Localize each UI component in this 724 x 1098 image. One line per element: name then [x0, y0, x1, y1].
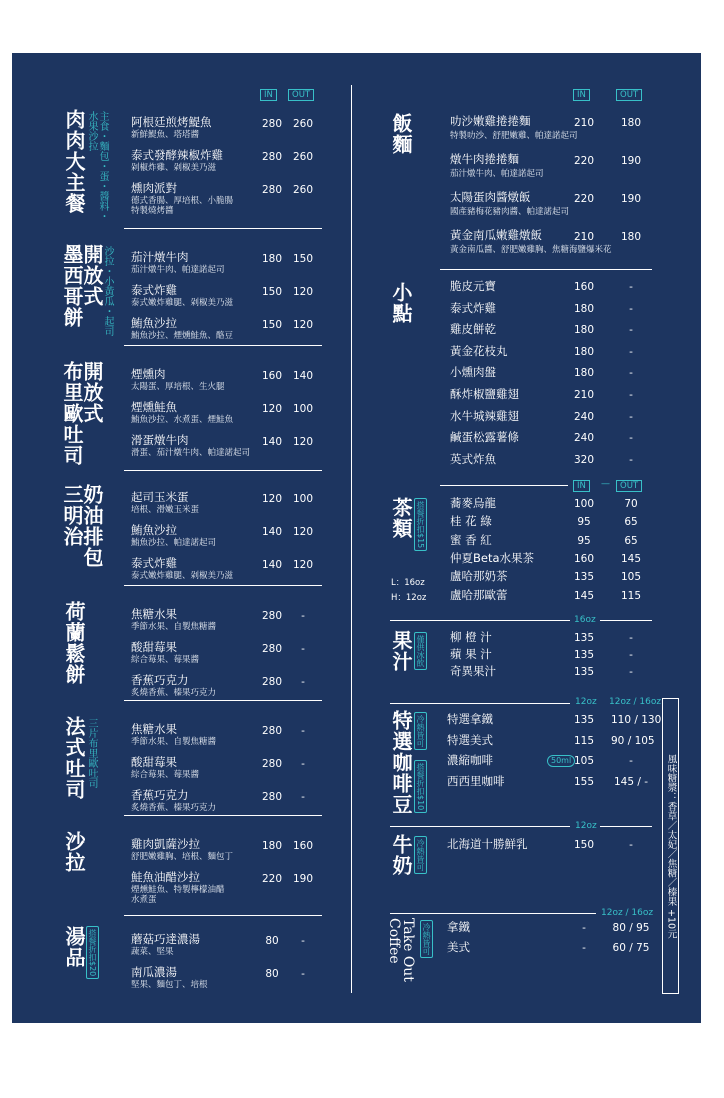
item-name: 鮪魚沙拉 [131, 523, 177, 537]
price-out: - [301, 610, 305, 622]
price-in: 280 [261, 758, 283, 770]
price-in: 105 [573, 755, 595, 767]
price-out: 120 [292, 559, 314, 571]
section-note-mex: 沙拉・小黃瓜・起司 [102, 246, 113, 336]
item-name: 泰式炸雞 [131, 556, 177, 570]
price-out: 190 [292, 873, 314, 885]
price-out: 120 [292, 319, 314, 331]
item-name: 西西里咖啡 [447, 773, 505, 788]
item-name: 叻沙嫩雞捲捲麵 [450, 114, 531, 128]
price-out: - [301, 935, 305, 947]
section-divider [124, 470, 322, 471]
price-out: - [629, 345, 633, 358]
section-title-salad: 沙拉 [62, 831, 86, 873]
price-out: - [629, 632, 633, 644]
price-out: 110 / 130 [611, 714, 662, 726]
price-in: 135 [573, 649, 595, 661]
price-out: 65 [624, 516, 638, 529]
price-in: 95 [577, 516, 591, 529]
item-name: 水牛城辣雞翅 [450, 408, 519, 423]
item-name: 酸甜莓果 [131, 755, 177, 769]
item-name: 黃金南瓜嫩雞燉飯 [450, 228, 542, 242]
item-name: 美式 [447, 940, 470, 954]
header-out-tag: OUT [288, 89, 314, 101]
price-in: 135 [573, 666, 595, 678]
price-in: 140 [261, 526, 283, 538]
section-title-french: 法式吐司 [62, 716, 86, 800]
price-out: 180 [620, 231, 642, 243]
price-in: 150 [573, 839, 595, 851]
syrup-note: 風味糖漿：香草／太妃／焦糖／榛果 +10元 [662, 698, 679, 994]
item-desc: 蔬菜、堅果 [131, 947, 174, 957]
price-in: 120 [261, 493, 283, 505]
item-desc: 鮪魚沙拉、水煮蛋、煙鮭魚 [131, 415, 234, 425]
item-desc: 舒肥嫩雞胸、培根、麵包丁 [131, 852, 234, 862]
price-in: 220 [261, 873, 283, 885]
price-in: 320 [573, 453, 595, 466]
item-name: 起司玉米蛋 [131, 490, 189, 504]
section-divider [124, 700, 322, 701]
item-desc: 太陽蛋、厚培根、生火腿 [131, 382, 225, 392]
item-desc: 滑蛋、茄汁燉牛肉、帕達諾起司 [131, 448, 251, 458]
price-in: 150 [261, 319, 283, 331]
item-name: 桂 花 綠 [450, 514, 492, 529]
item-desc: 國產豬梅花豬肉醬、帕達諾起司 [450, 207, 570, 217]
header-in-tag: IN [573, 89, 590, 101]
section-divider [124, 345, 322, 346]
item-name: 煙燻鮭魚 [131, 400, 177, 414]
price-out: 70 [624, 498, 638, 510]
price-in: 160 [261, 370, 283, 382]
item-name: 鮪魚沙拉 [131, 316, 177, 330]
price-out: 120 [292, 436, 314, 448]
item-name: 焦糖水果 [131, 722, 177, 736]
item-name: 煙燻肉 [131, 367, 166, 381]
section-divider [390, 913, 596, 914]
section-divider [124, 915, 322, 916]
price-in: 100 [573, 498, 595, 510]
price-out: 260 [292, 118, 314, 130]
price-out: 120 [292, 286, 314, 298]
item-desc: 鮪魚沙拉、帕達諾起司 [131, 538, 217, 548]
item-desc: 泰式嫩炸雞腿、剁椒美乃滋 [131, 298, 234, 308]
item-name: 北海道十勝鮮乳 [447, 837, 528, 851]
size-badge: 50ml [547, 755, 575, 767]
size-label: 12oz / 16oz [601, 908, 654, 918]
price-out: - [629, 453, 633, 466]
price-out: 190 [620, 155, 642, 167]
price-out: - [301, 968, 305, 980]
section-note-milk: 冷熱皆可 [414, 836, 427, 874]
price-in: 115 [573, 734, 595, 747]
header-in-tag: IN [260, 89, 277, 101]
size-label: 12oz [575, 821, 597, 831]
price-in: 155 [573, 775, 595, 788]
section-title-milk: 牛奶 [389, 834, 413, 876]
section-divider [124, 815, 322, 816]
price-in: 280 [261, 151, 283, 163]
section-title-soup: 湯品 [62, 926, 86, 968]
item-name: 奇異果汁 [450, 664, 496, 678]
price-out: - [629, 302, 633, 315]
section-title-dutch: 荷蘭鬆餅 [62, 601, 86, 685]
section-title-mex: 墨西哥餅 [60, 244, 84, 328]
price-in: 180 [573, 345, 595, 358]
item-desc: 特製叻沙、舒肥嫩雞、帕達諾起司 [450, 131, 578, 141]
price-in: 95 [577, 534, 591, 547]
item-name: 阿根廷煎烤鯷魚 [131, 115, 212, 129]
size-note-l: L：16oz [391, 578, 425, 588]
section-divider [390, 620, 570, 621]
section-note-takeout: 冷熱皆可 [420, 920, 433, 958]
price-in: 145 [573, 589, 595, 602]
price-in: 180 [261, 253, 283, 265]
section-title-juice: 果汁 [389, 630, 413, 672]
price-out: - [301, 676, 305, 688]
item-name: 英式炸魚 [450, 451, 496, 466]
price-out: - [629, 432, 633, 445]
item-name: 酸甜莓果 [131, 640, 177, 654]
price-out: 100 [292, 403, 314, 415]
item-name: 雞肉凱薩沙拉 [131, 837, 200, 851]
price-out: - [301, 643, 305, 655]
item-name: 特選美式 [447, 732, 493, 747]
price-in: 280 [261, 610, 283, 622]
price-out: 100 [292, 493, 314, 505]
price-out: 105 [620, 571, 642, 584]
price-out: 190 [620, 193, 642, 205]
item-name: 南瓜濃湯 [131, 965, 177, 979]
item-desc: 新鮮鯷魚、塔塔醬 [131, 130, 200, 140]
price-in: 240 [573, 410, 595, 423]
section-note-coffee: 冷熱皆可 [414, 712, 427, 750]
price-in: 220 [573, 155, 595, 167]
price-out: 150 [292, 253, 314, 265]
size-label: 16oz [574, 615, 596, 625]
item-desc: 剁椒炸雞、剁椒美乃滋 [131, 163, 217, 173]
price-out: 115 [620, 589, 642, 602]
item-name: 黃金花枝丸 [450, 343, 508, 358]
price-in: 160 [573, 281, 595, 293]
price-out: - [629, 755, 633, 767]
item-name: 泰式炸雞 [450, 300, 496, 315]
section-note-main: 主食・麵包・蛋・醬料・水果沙拉 [86, 111, 108, 221]
price-out: - [301, 791, 305, 803]
price-in: 240 [573, 432, 595, 445]
price-in: 280 [261, 118, 283, 130]
item-desc: 培根、滑嫩玉米蛋 [131, 505, 200, 515]
price-out: - [629, 839, 633, 851]
item-name: 茄汁燉牛肉 [131, 250, 189, 264]
item-name: 鹹蛋松露薯條 [450, 430, 519, 445]
item-desc: 鮪魚沙拉、煙燻鮭魚、酪豆 [131, 331, 234, 341]
item-desc: 水煮蛋 [131, 895, 157, 905]
section-title-rice: 飯麵 [389, 113, 413, 155]
price-out: 180 [620, 117, 642, 129]
item-name: 焦糖水果 [131, 607, 177, 621]
section-divider [124, 585, 322, 586]
price-in: - [582, 942, 586, 954]
item-desc: 煙燻鮭魚、特製檸檬油醋 [131, 885, 225, 895]
price-in: 280 [261, 791, 283, 803]
section-divider [440, 485, 568, 486]
item-name: 雞皮餅乾 [450, 322, 496, 337]
section-title-sandwich: 奶油排包 [80, 484, 104, 568]
item-desc: 堅果、麵包丁、培根 [131, 980, 208, 990]
item-desc: 炙燒香蕉、榛果巧克力 [131, 688, 217, 698]
item-name: 滑蛋燉牛肉 [131, 433, 189, 447]
price-out: - [629, 281, 633, 293]
price-in: 140 [261, 436, 283, 448]
section-title-snack: 小點 [389, 282, 413, 324]
price-out: - [629, 666, 633, 678]
section-title-tea: 茶類 [389, 497, 413, 539]
price-in: 135 [573, 571, 595, 584]
item-desc: 特製燒烤醬 [131, 206, 174, 216]
price-in: 160 [573, 552, 595, 565]
price-out: - [301, 758, 305, 770]
size-note-h: H：12oz [391, 593, 427, 603]
price-in: 280 [261, 676, 283, 688]
price-in: 135 [573, 714, 595, 726]
price-in: 210 [573, 389, 595, 401]
item-name: 特選拿鐵 [447, 712, 493, 726]
item-name: 太陽蛋肉醬燉飯 [450, 190, 531, 204]
price-in: 180 [261, 840, 283, 852]
price-in: 150 [261, 286, 283, 298]
item-name: 泰式發酵辣椒炸雞 [131, 148, 223, 162]
item-name: 鮭魚油醋沙拉 [131, 870, 200, 884]
item-desc: 綜合莓果、莓果醬 [131, 655, 200, 665]
item-name: 脆皮元寶 [450, 279, 496, 293]
price-out: - [629, 367, 633, 380]
item-desc: 綜合莓果、莓果醬 [131, 770, 200, 780]
price-in: 180 [573, 302, 595, 315]
item-desc: 茄汁燉牛肉、帕達諾起司 [450, 169, 544, 179]
item-name: 燻肉派對 [131, 181, 177, 195]
price-in: 180 [573, 324, 595, 337]
item-name: 拿鐵 [447, 920, 470, 934]
item-name: 蜜 香 紅 [450, 532, 492, 547]
section-note-juice: 僅供冰飲 [414, 632, 427, 670]
section-discount-tea: 搭餐折扣$15 [414, 498, 427, 551]
price-out: 140 [292, 370, 314, 382]
item-name: 酥炸椒鹽雞翅 [450, 387, 519, 401]
section-divider [600, 826, 652, 827]
price-in: 220 [573, 193, 595, 205]
tag-dash: — [601, 479, 610, 489]
size-label: 12oz / 16oz [609, 697, 662, 707]
item-desc: 德式香腸、厚培根、小脆腸 [131, 196, 234, 206]
price-out: 90 / 105 [611, 734, 655, 747]
section-note-french: 三片布里歐吐司 [86, 718, 97, 788]
section-divider [390, 826, 570, 827]
price-out: 260 [292, 184, 314, 196]
section-title-brioche: 布里歐吐司 [60, 361, 84, 466]
item-name: 柳 橙 汁 [450, 630, 492, 644]
section-title-takeout: Take Out Coffee [386, 918, 416, 982]
item-name: 盧哈那歐蕾 [450, 587, 508, 602]
price-out: 80 / 95 [612, 922, 650, 934]
section-divider [600, 620, 652, 621]
section-title-brioche: 開放式 [80, 361, 104, 424]
item-name: 香蕉巧克力 [131, 788, 189, 802]
price-out: - [301, 725, 305, 737]
price-in: 280 [261, 184, 283, 196]
price-in: 120 [261, 403, 283, 415]
size-label: 12oz [575, 697, 597, 707]
price-out: 145 [620, 552, 642, 565]
price-in: 135 [573, 632, 595, 644]
price-in: 210 [573, 117, 595, 129]
item-name: 盧哈那奶茶 [450, 569, 508, 584]
item-name: 小燻肉盤 [450, 365, 496, 380]
price-in: 80 [265, 935, 279, 947]
price-out: 160 [292, 840, 314, 852]
item-name: 仲夏Beta水果茶 [450, 550, 535, 565]
header-out-tag: OUT [616, 89, 642, 101]
item-name: 泰式炸雞 [131, 283, 177, 297]
item-desc: 季節水果、自製焦糖醬 [131, 622, 217, 632]
section-title-main: 肉肉大主餐 [62, 109, 86, 214]
section-divider [124, 228, 322, 229]
header-out-tag: OUT [616, 480, 642, 492]
item-name: 濃縮咖啡 [447, 753, 493, 767]
section-title-sandwich: 三明治 [60, 484, 84, 547]
section-discount-coffee: 搭餐折扣$10 [414, 760, 427, 813]
item-desc: 季節水果、自製焦糖醬 [131, 737, 217, 747]
price-out: 260 [292, 151, 314, 163]
item-desc: 黃金南瓜醬、舒肥嫩雞胸、焦糖海鹽爆米花 [450, 245, 612, 255]
price-in: 280 [261, 643, 283, 655]
price-in: 180 [573, 367, 595, 380]
item-name: 燉牛肉捲捲麵 [450, 152, 519, 166]
price-in: 280 [261, 725, 283, 737]
header-in-tag: IN [573, 480, 590, 492]
section-divider [440, 269, 652, 270]
price-in: 140 [261, 559, 283, 571]
item-desc: 炙燒香蕉、榛果巧克力 [131, 803, 217, 813]
item-name: 蕎麥烏龍 [450, 496, 496, 510]
price-out: 60 / 75 [612, 942, 650, 954]
price-in: 210 [573, 231, 595, 243]
price-out: 120 [292, 526, 314, 538]
price-in: - [582, 922, 586, 934]
price-out: - [629, 389, 633, 401]
section-divider [390, 703, 570, 704]
price-out: - [629, 649, 633, 661]
price-out: - [629, 324, 633, 337]
price-in: 80 [265, 968, 279, 980]
center-divider [351, 85, 352, 993]
item-name: 香蕉巧克力 [131, 673, 189, 687]
price-out: 145 / - [613, 775, 649, 788]
item-desc: 泰式嫩炸雞腿、剁椒美乃滋 [131, 571, 234, 581]
item-name: 蘑菇巧達濃湯 [131, 932, 200, 946]
item-name: 蘋 果 汁 [450, 647, 492, 661]
item-desc: 茄汁燉牛肉、帕達諾起司 [131, 265, 225, 275]
section-title-mex: 開放式 [80, 244, 104, 307]
section-title-coffee: 特選咖啡豆 [389, 710, 413, 815]
section-discount-soup: 搭餐折扣$20 [86, 926, 99, 979]
price-out: 65 [624, 534, 638, 547]
price-out: - [629, 410, 633, 423]
